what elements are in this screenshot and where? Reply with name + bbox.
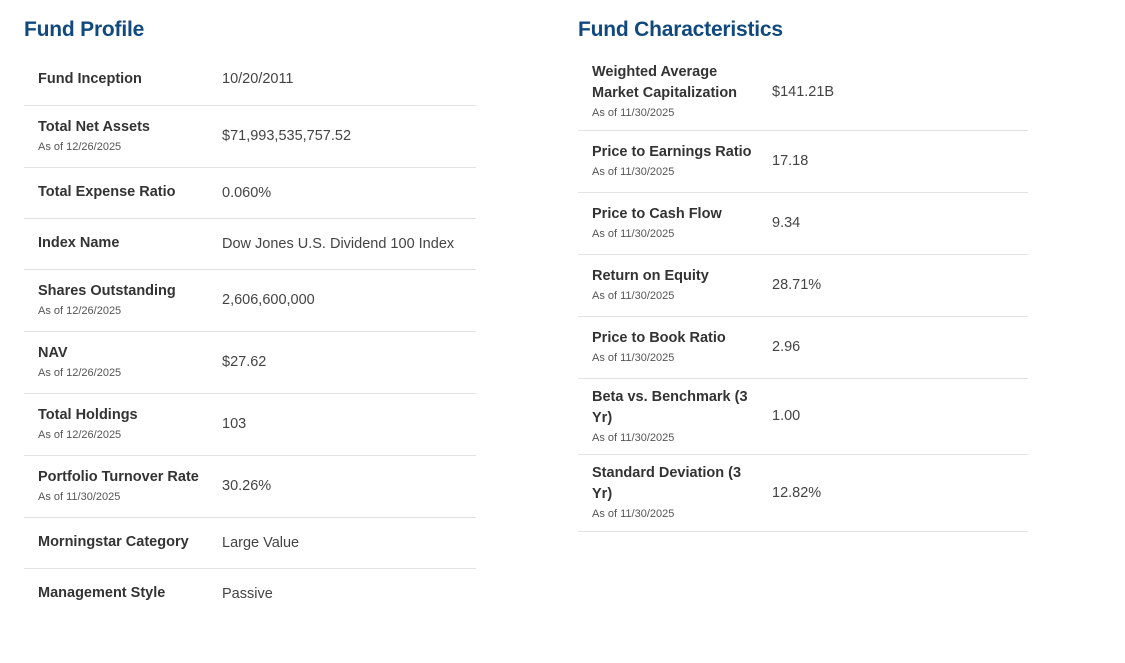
row-value: Passive bbox=[222, 585, 273, 602]
row-value: 0.060% bbox=[222, 184, 272, 201]
row-label-cell bbox=[592, 328, 772, 367]
row-label: Weighted Average Market Capitalization bbox=[592, 64, 738, 102]
row-label-cell bbox=[38, 182, 218, 203]
row-label: Fund Inception bbox=[38, 70, 142, 87]
row-value: 12.82% bbox=[772, 484, 822, 501]
row-label-cell bbox=[38, 343, 218, 382]
row-label-cell bbox=[38, 69, 218, 90]
row-label-cell bbox=[38, 233, 218, 254]
row-label-cell bbox=[592, 463, 772, 523]
row-asof: As of 11/30/2025 bbox=[592, 289, 675, 302]
table-row bbox=[578, 54, 1028, 130]
row-label-cell bbox=[38, 467, 218, 506]
table-row bbox=[578, 130, 1028, 192]
row-asof: As of 11/30/2025 bbox=[592, 165, 675, 178]
row-value: 2,606,600,000 bbox=[222, 292, 315, 309]
row-value: 2.96 bbox=[772, 338, 801, 355]
row-label-cell bbox=[38, 583, 218, 604]
row-asof: As of 12/26/2025 bbox=[38, 305, 122, 318]
fund-characteristics-title: Fund Characteristics bbox=[578, 18, 783, 41]
row-asof: As of 11/30/2025 bbox=[38, 491, 121, 504]
row-label-cell bbox=[592, 387, 772, 447]
row-label: Management Style bbox=[38, 585, 166, 602]
table-row bbox=[24, 218, 476, 269]
row-asof: As of 12/26/2025 bbox=[38, 367, 122, 380]
row-label-cell bbox=[38, 117, 218, 156]
table-row bbox=[578, 316, 1028, 378]
row-value: Large Value bbox=[222, 534, 300, 551]
row-label-cell bbox=[592, 204, 772, 243]
row-label: Portfolio Turnover Rate bbox=[38, 469, 199, 486]
row-label: Total Expense Ratio bbox=[38, 184, 176, 201]
row-label: Price to Cash Flow bbox=[592, 205, 722, 222]
fund-profile-title: Fund Profile bbox=[24, 18, 145, 41]
row-value: $27.62 bbox=[222, 354, 267, 371]
table-row-bottom-rule bbox=[578, 531, 1028, 532]
table-row bbox=[578, 254, 1028, 316]
row-label-cell bbox=[38, 281, 218, 320]
row-value: Dow Jones U.S. Dividend 100 Index bbox=[222, 235, 455, 252]
row-label: Index Name bbox=[38, 235, 120, 252]
table-row bbox=[578, 378, 1028, 455]
row-label: Beta vs. Benchmark (3 Yr) bbox=[592, 388, 748, 426]
row-label: Morningstar Category bbox=[38, 534, 189, 551]
row-value: 28.71% bbox=[772, 276, 822, 293]
row-value: $71,993,535,757.52 bbox=[222, 128, 352, 145]
row-label: Total Net Assets bbox=[38, 119, 150, 136]
table-row bbox=[24, 54, 476, 105]
row-label: Total Holdings bbox=[38, 407, 138, 424]
row-label: NAV bbox=[38, 345, 68, 362]
table-row bbox=[578, 192, 1028, 254]
table-row bbox=[24, 167, 476, 218]
table-row bbox=[24, 331, 476, 393]
row-asof: As of 11/30/2025 bbox=[592, 227, 675, 240]
table-row bbox=[24, 269, 476, 331]
row-label: Return on Equity bbox=[592, 267, 709, 284]
row-label-cell bbox=[592, 142, 772, 181]
row-label: Standard Deviation (3 Yr) bbox=[592, 465, 742, 503]
table-row bbox=[24, 105, 476, 167]
table-row bbox=[578, 454, 1028, 531]
row-asof: As of 11/30/2025 bbox=[592, 431, 675, 444]
fund-profile-panel bbox=[24, 0, 476, 619]
table-row bbox=[24, 393, 476, 455]
row-asof: As of 11/30/2025 bbox=[592, 508, 675, 521]
row-label-cell bbox=[38, 532, 218, 553]
row-label: Price to Earnings Ratio bbox=[592, 143, 752, 160]
row-value: 9.34 bbox=[772, 214, 801, 231]
row-label-cell bbox=[38, 405, 218, 444]
table-row bbox=[24, 517, 476, 568]
row-value: $141.21B bbox=[772, 83, 835, 100]
row-asof: As of 11/30/2025 bbox=[592, 107, 675, 120]
row-asof: As of 12/26/2025 bbox=[38, 141, 122, 154]
row-label: Shares Outstanding bbox=[38, 283, 176, 300]
row-label-cell bbox=[592, 266, 772, 305]
row-asof: As of 12/26/2025 bbox=[38, 429, 122, 442]
row-value: 103 bbox=[222, 416, 247, 433]
table-row bbox=[24, 455, 476, 517]
row-label-cell bbox=[592, 62, 772, 122]
row-value: 10/20/2011 bbox=[222, 71, 294, 88]
row-value: 30.26% bbox=[222, 478, 272, 495]
fund-characteristics-panel bbox=[578, 0, 1028, 532]
row-asof: As of 11/30/2025 bbox=[592, 351, 675, 364]
table-row bbox=[24, 568, 476, 619]
fund-profile-rows bbox=[24, 54, 476, 619]
row-value: 1.00 bbox=[772, 408, 801, 425]
fund-characteristics-rows bbox=[578, 54, 1028, 532]
row-value: 17.18 bbox=[772, 152, 809, 169]
row-label: Price to Book Ratio bbox=[592, 329, 726, 346]
